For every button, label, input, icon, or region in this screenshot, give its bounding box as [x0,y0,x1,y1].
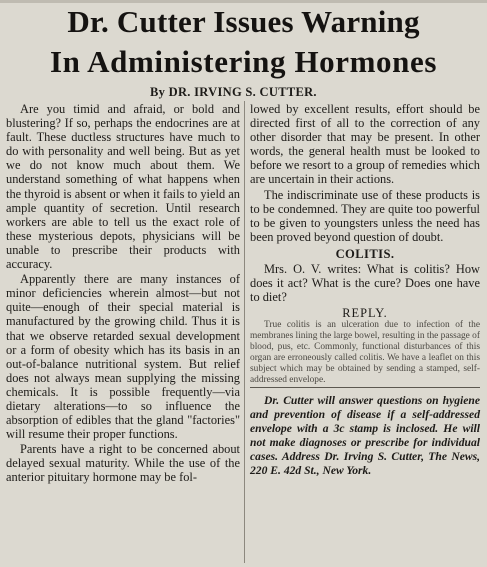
editor-note: Dr. Cutter will answer questions on hygiene and prevention of disease if a self-addressed envelope with a 3c stamp is inclosed. He will not make diagnoses or prescribe for individual cases. Address Dr. Irving S. Cutter, The News, 220 E. 42d St., New York. [250,387,480,477]
left-paragraph-1: Are you timid and afraid, or bold and blustering? If so, perhaps the endocrines are at fault. These ductless structures have much to do with personality and well being. But as yet we do not know much about them. We understand something of what happens when the thyroid is absent or when it fails to yield an ample quantity of secretion. Until research workers are able to tell us the exact role of these mysterious depots, physicians will be unable to prescribe their products with accuracy. [6,102,240,272]
right-paragraph-1: lowed by excellent results, effort should be directed first of all to the correction of any other disorder that may be present. In other words, the general health must be looked to before we resort to a group of remedies which are uncertain in their actions. [250,102,480,187]
column-divider [244,101,245,563]
reply-heading: REPLY. [342,306,388,321]
top-rule [0,0,487,3]
left-paragraph-3: Parents have a right to be concerned about delayed sexual maturity. While the use of the anterior pituitary hormone may be fol- [6,442,240,485]
reader-question: Mrs. O. V. writes: What is colitis? How does it act? What is the cure? Does one have to diet? [250,262,480,305]
right-paragraph-2: The indiscriminate use of these products is to be condemned. They are quite too powerful to be given to youngsters unless the need has been proved beyond question of doubt. [250,187,480,244]
headline-line-1: Dr. Cutter Issues Warning [67,4,420,39]
left-paragraph-2: Apparently there are many instances of minor deficiencies wherein almost—but not quite—enough of their special material is manufactured by the growing child. Thus it is that we observe retarded sexual development or a form of obesity which has its basis in an out-of-balance nutritional system. But relief does not always mean supplying the missing chemicals. It is possible frequently—via dietary alterations—to so influence the absorption of edibles that the gland "factories" will resume their proper functions. [6,272,240,442]
headline-line-2: In Administering Hormones [49,44,438,79]
reply-text: True colitis is an ulceration due to infection of the membranes lining the large bowel, resulting in the passage of blood, pus, etc. Commonly, functional disturbances of this organ are erroneously called colitis. We have a leaflet on this subject which may be obtained by sending a stamped, self-addressed envelope. [250,320,480,386]
colitis-heading: COLITIS. [335,246,395,261]
right-column [250,102,480,478]
left-column [6,102,240,485]
byline: By DR. IRVING S. CUTTER. [150,85,317,99]
